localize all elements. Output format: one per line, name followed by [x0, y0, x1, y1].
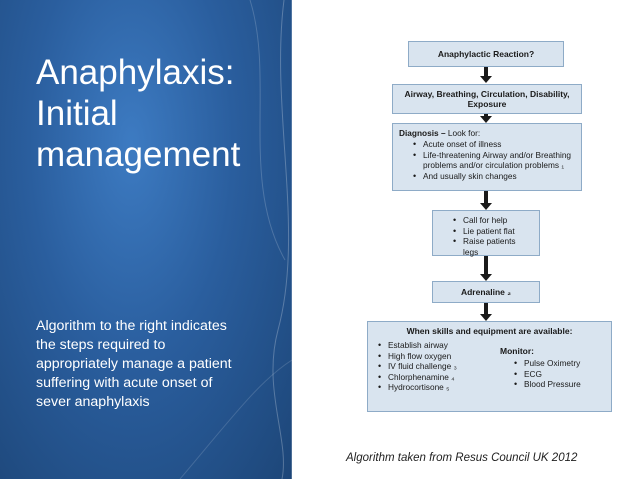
slide-body-text: Algorithm to the right indicates the steps required to appropriately manage a patient suffering with acute onset of sever anaphylaxis [36, 318, 232, 410]
list-item: • Raise patients legs [453, 236, 533, 257]
list-item: • Establish airway [378, 340, 498, 351]
step-label: Adrenaline ₂ [460, 287, 512, 297]
skills-interventions [378, 340, 498, 393]
anaphylaxis-algorithm-flowchart [340, 36, 638, 426]
list-item: • And usually skin changes [413, 171, 575, 182]
step-adrenaline [432, 281, 540, 303]
skills-monitor [500, 346, 610, 390]
skills-header: When skills and equipment are available: [406, 326, 573, 336]
diagnosis-lookfor: Look for: [445, 128, 481, 138]
step-call-for-help [432, 210, 540, 256]
step-label: Airway, Breathing, Circulation, Disability, Exposure [404, 89, 570, 109]
call-list [439, 215, 533, 257]
list-item: • Hydrocortisone ₅ [378, 382, 498, 393]
monitor-label: Monitor: [500, 346, 534, 356]
list-item: • ECG [514, 369, 610, 380]
step-skills-and-equipment [367, 321, 612, 412]
step-label: Anaphylactic Reaction? [437, 49, 535, 59]
list-item: • Pulse Oximetry [514, 358, 610, 369]
list-item: • Life-threatening Airway and/or Breathing problems and/or circulation problems ₁ [413, 150, 575, 171]
list-item: • Blood Pressure [514, 379, 610, 390]
diagnosis-title [399, 128, 575, 139]
list-item: • Chlorphenamine ₄ [378, 372, 498, 383]
diagnosis-list [399, 139, 575, 181]
step-abcde [392, 84, 582, 114]
step-diagnosis [392, 123, 582, 191]
list-item: • Lie patient flat [453, 226, 533, 237]
list-item: • Call for help [453, 215, 533, 226]
source-caption: Algorithm taken from Resus Council UK 2012 [346, 452, 578, 464]
slide-title: Anaphylaxis: Initial management [36, 53, 241, 174]
title-panel [0, 0, 292, 479]
diagnosis-label: Diagnosis – [399, 128, 446, 138]
list-item: • High flow oxygen [378, 351, 498, 362]
step-anaphylactic-reaction [408, 41, 564, 67]
list-item: • Acute onset of illness [413, 139, 575, 150]
list-item: • IV fluid challenge ₃ [378, 361, 498, 372]
